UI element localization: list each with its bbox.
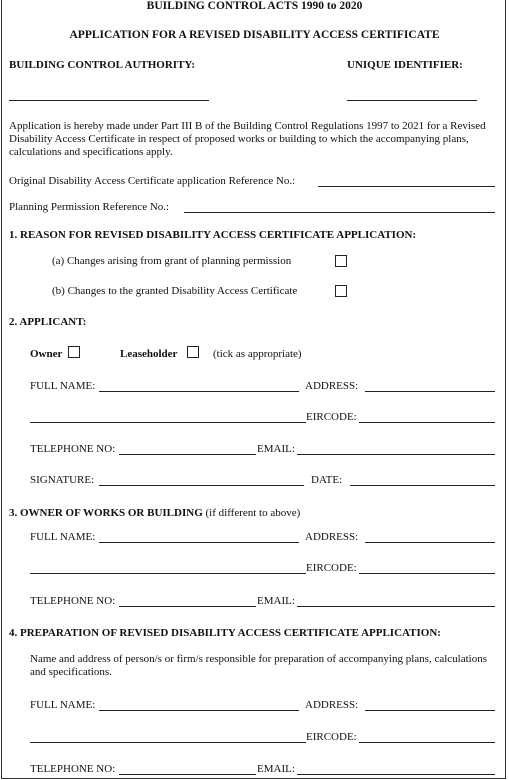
applicant-email-label: EMAIL:	[257, 443, 295, 455]
preparer-email-label: EMAIL:	[257, 763, 295, 775]
owner-email-field[interactable]	[297, 606, 495, 607]
form-title: APPLICATION FOR A REVISED DISABILITY ACCESS CERTIFICATE	[69, 29, 440, 41]
section1-heading: 1. REASON FOR REVISED DISABILITY ACCESS CERTIFICATE APPLICATION:	[9, 229, 417, 241]
authority-label: BUILDING CONTROL AUTHORITY:	[9, 59, 196, 71]
option-a-label: (a) Changes arising from grant of planning permission	[52, 255, 292, 267]
intro-text: Application is hereby made under Part III B of the Building Control Regulations 1997 to 2021 for a Revised Disability Access Certificate in respect of proposed works or building to which the accompanying plans, calculations and specifications apply.	[9, 120, 486, 158]
owner-full-name-field[interactable]	[99, 542, 299, 543]
owner-eircode-label: EIRCODE:	[306, 562, 357, 574]
applicant-date-label: DATE:	[311, 474, 343, 486]
applicant-email-field[interactable]	[297, 454, 495, 455]
applicant-address-label: ADDRESS:	[305, 380, 359, 392]
preparer-address-line2[interactable]	[30, 742, 306, 743]
preparer-full-name-field[interactable]	[99, 710, 299, 711]
applicant-signature-field[interactable]	[99, 485, 304, 486]
owner-telephone-label: TELEPHONE NO:	[30, 595, 116, 607]
owner-checkbox[interactable]	[68, 346, 80, 358]
section2-heading: 2. APPLICANT:	[9, 316, 87, 328]
applicant-full-name-label: FULL NAME:	[30, 380, 96, 392]
owner-label: Owner	[30, 348, 63, 360]
preparer-telephone-field[interactable]	[119, 774, 256, 775]
applicant-eircode-label: EIRCODE:	[306, 411, 357, 423]
uid-field[interactable]	[347, 100, 477, 101]
owner-email-label: EMAIL:	[257, 595, 295, 607]
section3-heading	[9, 507, 300, 519]
owner-address-field[interactable]	[365, 542, 495, 543]
preparer-email-field[interactable]	[297, 774, 495, 775]
section3-heading-note: (if different to above)	[202, 507, 301, 519]
option-b-checkbox[interactable]	[335, 285, 347, 297]
option-a-checkbox[interactable]	[335, 255, 347, 267]
uid-label: UNIQUE IDENTIFIER:	[347, 59, 463, 71]
authority-field[interactable]	[9, 100, 209, 101]
owner-address-line2[interactable]	[30, 573, 306, 574]
preparer-telephone-label: TELEPHONE NO:	[30, 763, 116, 775]
applicant-signature-label: SIGNATURE:	[30, 474, 95, 486]
owner-full-name-label: FULL NAME:	[30, 531, 96, 543]
planning-ref-label: Planning Permission Reference No.:	[9, 201, 170, 213]
applicant-telephone-label: TELEPHONE NO:	[30, 443, 116, 455]
option-b-label: (b) Changes to the granted Disability Access Certificate	[52, 285, 298, 297]
section4-heading: 4. PREPARATION OF REVISED DISABILITY ACCESS CERTIFICATE APPLICATION:	[9, 627, 441, 639]
applicant-address-line2[interactable]	[30, 422, 306, 423]
section3-heading-text: 3. OWNER OF WORKS OR BUILDING	[9, 507, 203, 519]
preparer-eircode-field[interactable]	[359, 742, 495, 743]
leaseholder-label: Leaseholder	[120, 348, 178, 360]
applicant-telephone-field[interactable]	[119, 454, 256, 455]
original-ref-label: Original Disability Access Certificate application Reference No.:	[9, 175, 296, 187]
preparer-full-name-label: FULL NAME:	[30, 699, 96, 711]
preparer-address-label: ADDRESS:	[305, 699, 359, 711]
preparer-address-field[interactable]	[365, 710, 495, 711]
leaseholder-checkbox[interactable]	[187, 346, 199, 358]
owner-address-label: ADDRESS:	[305, 531, 359, 543]
preparer-eircode-label: EIRCODE:	[306, 731, 357, 743]
section4-description: Name and address of person/s or firm/s responsible for preparation of accompanying plans, calculations and specifications.	[30, 653, 487, 678]
applicant-eircode-field[interactable]	[359, 422, 495, 423]
tick-note: (tick as appropriate)	[213, 348, 302, 360]
owner-telephone-field[interactable]	[119, 606, 256, 607]
original-ref-field[interactable]	[318, 186, 495, 187]
acts-heading: BUILDING CONTROL ACTS 1990 to 2020	[146, 0, 363, 12]
planning-ref-field[interactable]	[184, 212, 495, 213]
applicant-address-field[interactable]	[365, 391, 495, 392]
applicant-full-name-field[interactable]	[99, 391, 299, 392]
applicant-date-field[interactable]	[350, 485, 495, 486]
owner-eircode-field[interactable]	[359, 573, 495, 574]
